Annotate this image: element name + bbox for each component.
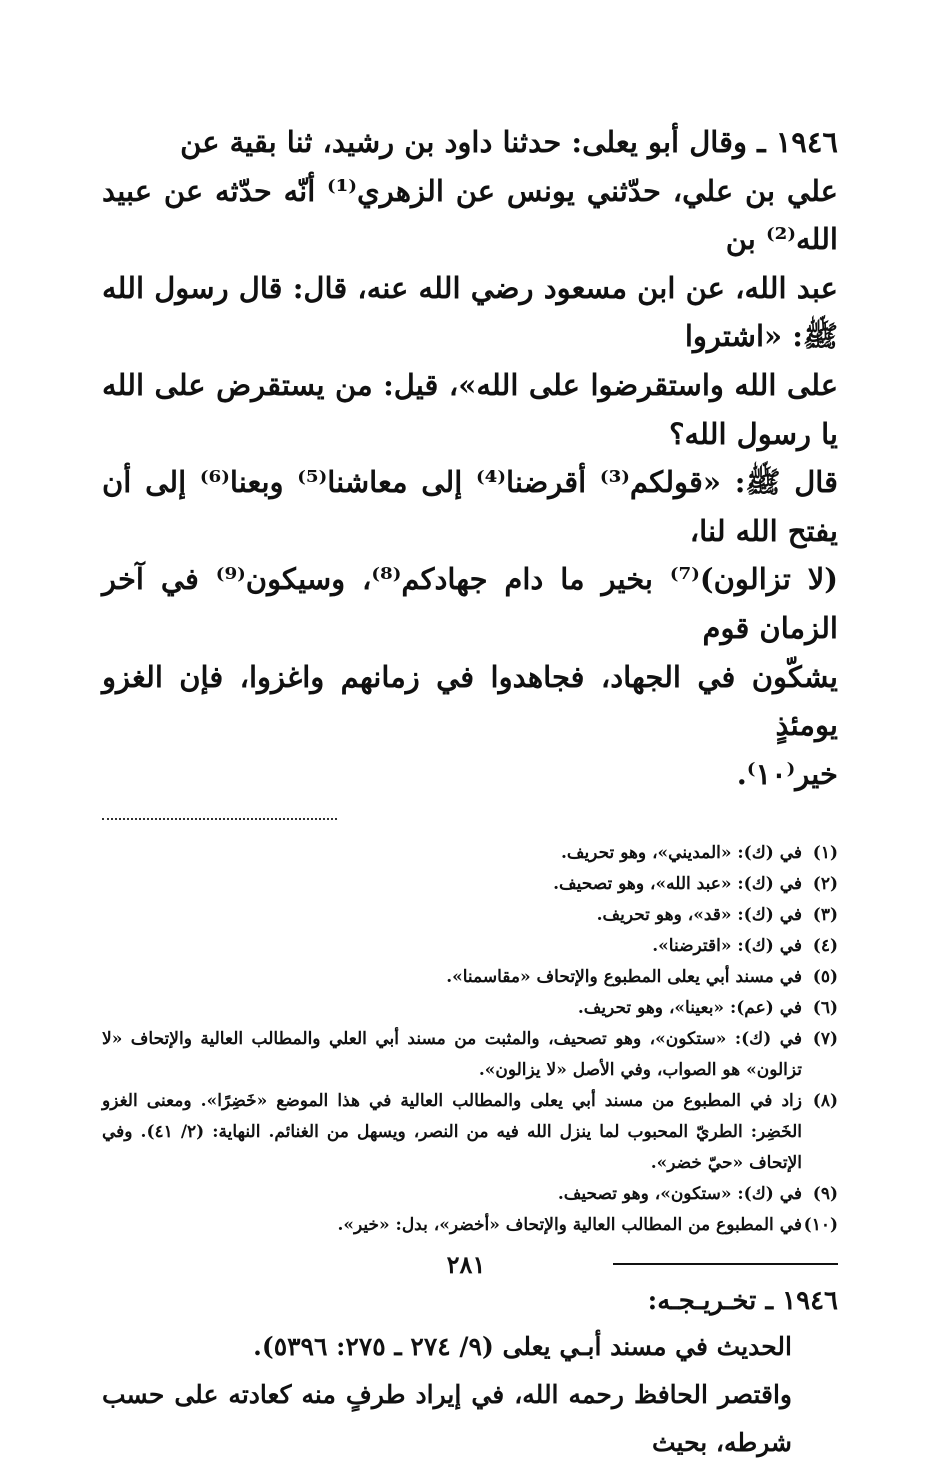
footnote-text: في المطبوع من المطالب العالية والإتحاف «أخضر»، بدل: «خير». <box>337 1215 802 1236</box>
hadith-line: قال ﷺ: «قولكم⁽³⁾ أقرضنا⁽⁴⁾ إلى معاشنا⁽⁵⁾ وبعنا⁽⁶⁾ إلى أن يفتح الله لنا، <box>102 465 839 548</box>
footnote-number: (٩) <box>812 1184 838 1205</box>
hadith-line: على الله واستقرضوا على الله»، قيل: من يستقرض على الله يا رسول الله؟ <box>102 367 838 451</box>
footnote-number: (٨) <box>812 1091 838 1112</box>
takhrij-body <box>102 1323 838 1467</box>
footnote-number: (١٠) <box>803 1215 838 1236</box>
footnote-text: في (ك): «ستكون»، وهو تصحيف، والمثبت من مسند أبي العلي والمطالب العالية والإتحاف «لا تزالون» هو الصواب، وفي الأصل «لا يزالون». <box>102 1029 802 1081</box>
footnote <box>102 993 838 1024</box>
footnote <box>102 1024 838 1086</box>
footnote <box>102 1179 838 1210</box>
takhrij-heading: ١٩٤٦ ـ تخـريـجـه: <box>647 1286 838 1317</box>
footnote-number: (٥) <box>812 967 838 988</box>
page-number: ٢٨١ <box>446 1250 486 1279</box>
footnote-text: في (عم): «بعينا»، وهو تحريف. <box>577 998 802 1019</box>
hadith-line: عبد الله، عن ابن مسعود رضي الله عنه، قال: قال رسول الله ﷺ: «اشتروا <box>102 270 838 354</box>
footnote <box>102 1210 838 1241</box>
footnote-number: (٦) <box>812 998 838 1019</box>
hadith-line: ١٩٤٦ ـ وقال أبو يعلى: حدثنا داود بن رشيد، ثنا بقية عن <box>180 125 838 159</box>
footnote-text: في (ك): «المديني»، وهو تحريف. <box>560 843 802 864</box>
footnote <box>102 869 838 900</box>
hadith-line: يشكّون في الجهاد، فجاهدوا في زمانهم واغزوا، فإن الغزو يومئذٍ <box>102 659 838 743</box>
footnote <box>102 900 838 931</box>
footnotes <box>102 838 838 1241</box>
footnote <box>102 1086 838 1179</box>
footnote <box>102 962 838 993</box>
footnote-text: في مسند أبي يعلى المطبوع والإتحاف «مقاسمنا». <box>446 967 802 988</box>
footnote-text: في (ك): «قد»، وهو تحريف. <box>596 905 802 926</box>
footnote <box>102 931 838 962</box>
footnote-number: (٣) <box>812 905 838 926</box>
footnote-number: (٤) <box>812 936 838 957</box>
footnote-number: (٢) <box>812 874 838 895</box>
takhrij-line: الحديث في مسند أبـي يعلى (٩/ ٢٧٤ ـ ٢٧٥: ٥٣٩٦). <box>253 1332 792 1362</box>
hadith-line: علي بن علي، حدّثني يونس عن الزهري⁽¹⁾ أنّه حدّثه عن عبيد الله⁽²⁾ بن <box>102 173 838 257</box>
footnote-text: في (ك): «عبد الله»، وهو تصحيف. <box>553 874 802 895</box>
hadith-text <box>102 118 838 798</box>
takhrij-line: واقتصر الحافظ رحمه الله، في إيراد طرفٍ منه كعادته على حسب شرطه، بحيث <box>102 1380 792 1458</box>
footnote-number: (٧) <box>812 1029 838 1050</box>
footnote-text: زاد في المطبوع من مسند أبي يعلى والمطالب العالية في هذا الموضع «خَضِرًا». ومعنى الغزو الخَضِر: الطريّ المحبوب لما ينزل الله فيه من النصر، ويسهل من الغنائم. النهاية: (٢/ ٤١). وفي الإتحاف «حيّ خضر». <box>102 1091 802 1174</box>
hadith-line: (لا تزالون)⁽⁷⁾ بخير ما دام جهادكم⁽⁸⁾، وسيكون⁽⁹⁾ في آخر الزمان قوم <box>102 562 838 645</box>
footnote-number: (١) <box>812 843 838 864</box>
footnote-separator-dots <box>102 818 337 820</box>
footnote-text: في (ك): «اقترضنا». <box>652 936 802 957</box>
hadith-line: خير⁽١٠⁾. <box>736 756 838 791</box>
footnote <box>102 838 838 869</box>
footnote-text: في (ك): «ستكون»، وهو تصحيف. <box>557 1184 802 1205</box>
